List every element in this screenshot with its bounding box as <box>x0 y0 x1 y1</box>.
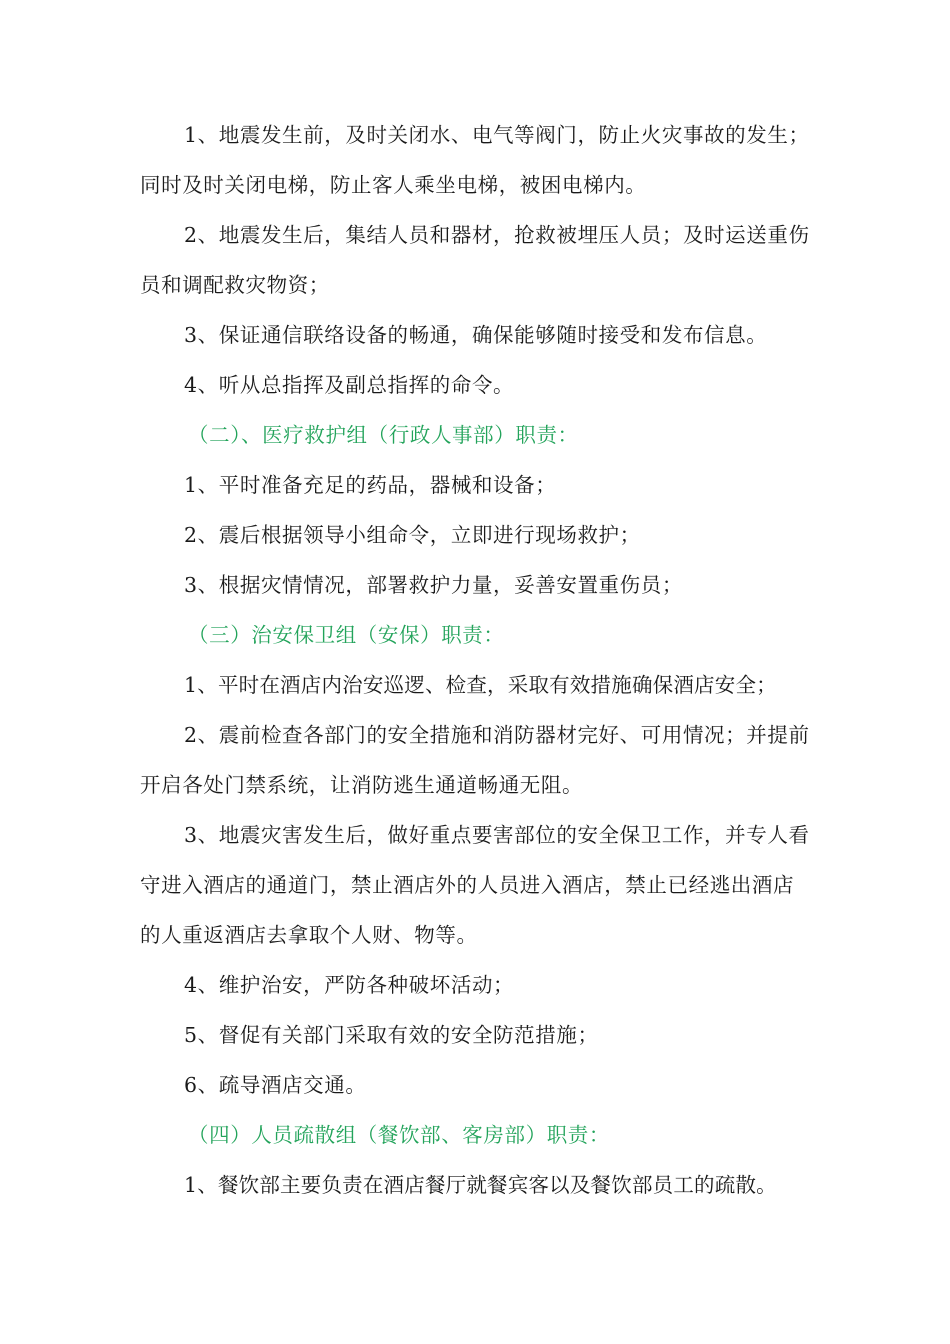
list-item: 2、震前检查各部门的安全措施和消防器材完好、可用情况；并提前开启各处门禁系统，让消防逃生通道畅通无阻。 <box>140 723 810 797</box>
list-item: 5、督促有关部门采取有效的安全防范措施； <box>184 1023 599 1047</box>
list-item: 3、根据灾情情况，部署救护力量，妥善安置重伤员； <box>184 573 683 597</box>
list-item: 2、震后根据领导小组命令，立即进行现场救护； <box>184 523 641 547</box>
list-item: 1、餐饮部主要负责在酒店餐厅就餐宾客以及餐饮部员工的疏散。 <box>184 1173 777 1197</box>
list-item: 6、疏导酒店交通。 <box>184 1073 367 1097</box>
list-item: 2、地震发生后，集结人员和器材，抢救被埋压人员；及时运送重伤员和调配救灾物资； <box>140 223 810 297</box>
document-body <box>140 110 812 1210</box>
list-item: 4、听从总指挥及副总指挥的命令。 <box>184 373 515 397</box>
section-heading: （二）、医疗救护组（行政人事部）职责： <box>188 423 579 447</box>
list-item: 3、保证通信联络设备的畅通，确保能够随时接受和发布信息。 <box>184 323 768 347</box>
list-item: 1、平时在酒店内治安巡逻、检查，采取有效措施确保酒店安全； <box>184 673 777 697</box>
list-item: 1、地震发生前，及时关闭水、电气等阀门，防止火灾事故的发生；同时及时关闭电梯，防止客人乘坐电梯，被困电梯内。 <box>140 123 810 197</box>
section-heading: （三）治安保卫组（安保）职责： <box>188 623 505 647</box>
list-item: 3、地震灾害发生后，做好重点要害部位的安全保卫工作，并专人看守进入酒店的通道门，禁止酒店外的人员进入酒店，禁止已经逃出酒店的人重返酒店去拿取个人财、物等。 <box>140 823 810 947</box>
list-item: 1、平时准备充足的药品，器械和设备； <box>184 473 557 497</box>
list-item: 4、维护治安，严防各种破坏活动； <box>184 973 515 997</box>
section-heading: （四）人员疏散组（餐饮部、客房部）职责： <box>188 1123 610 1147</box>
